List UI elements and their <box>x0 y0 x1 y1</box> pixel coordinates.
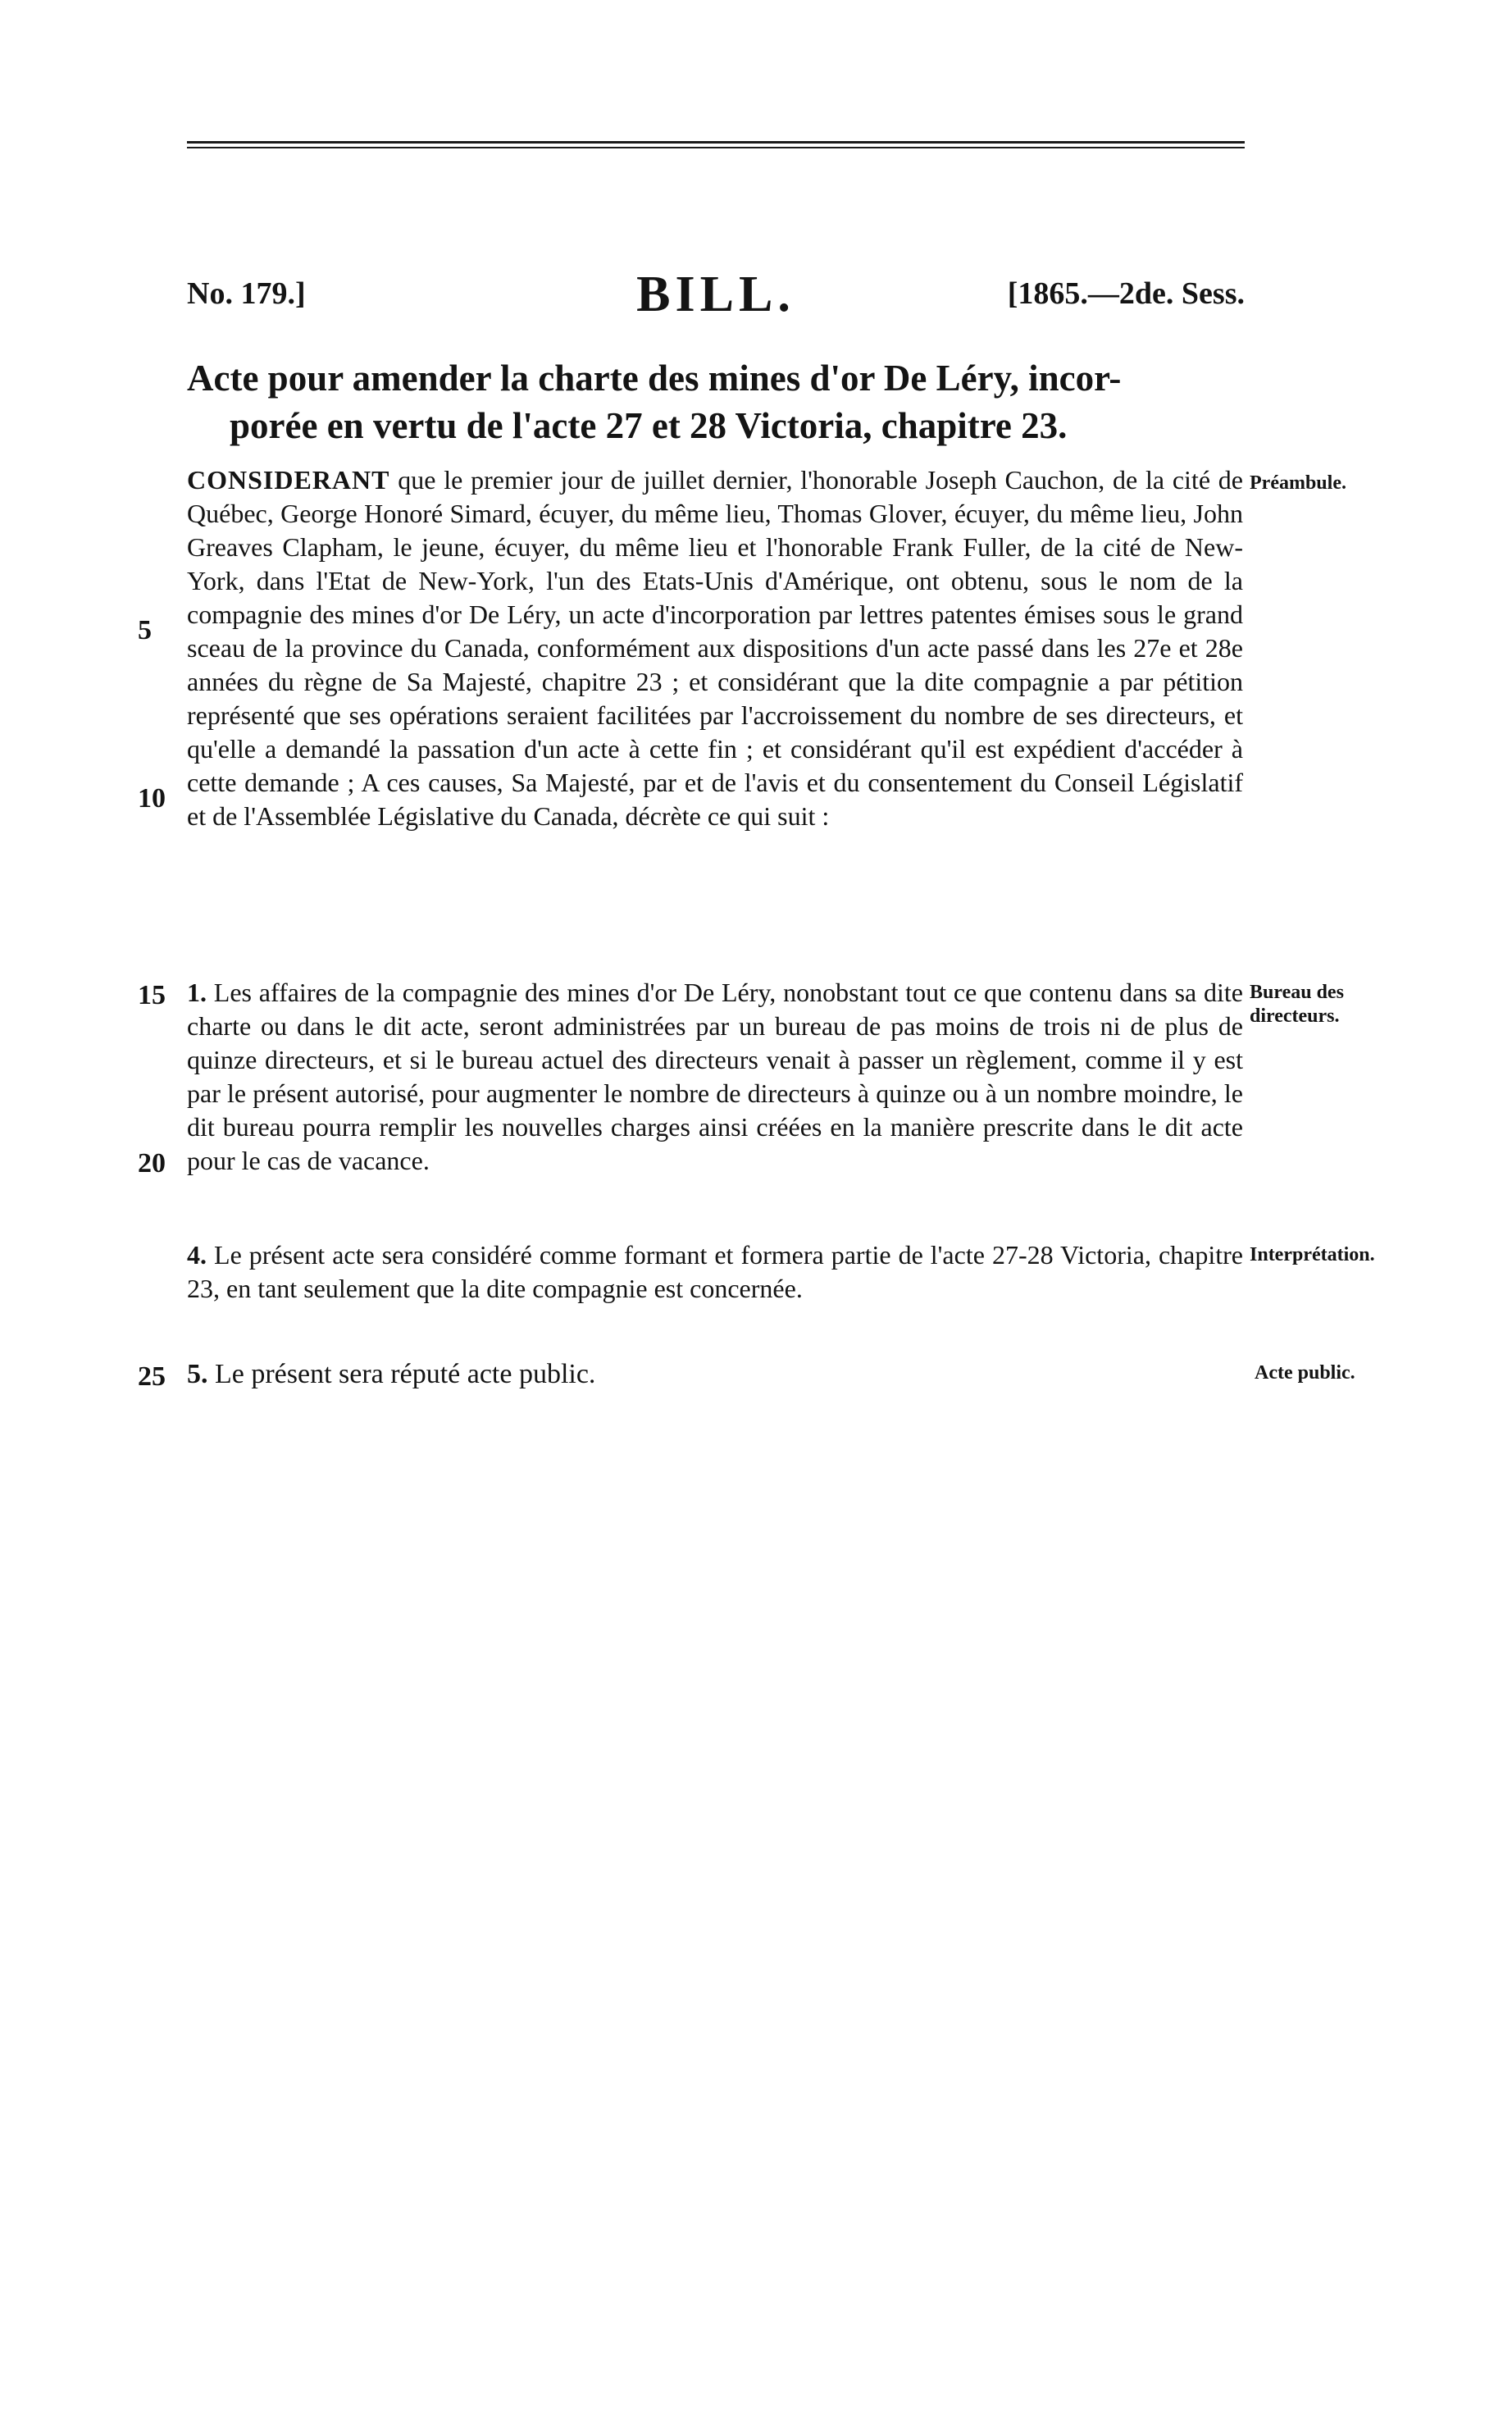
title-line-1: Acte pour amender la charte des mines d'or De Léry, incor- <box>187 358 1122 399</box>
section-4-text: Le présent acte sera considéré comme formant et formera partie de l'acte 27-28 Victoria, chapitre 23, en tant seulement que la dite compagnie est concernée. <box>187 1240 1244 1303</box>
margin-note-interpretation: Interprétation. <box>1250 1244 1375 1265</box>
line-number-25: 25 <box>138 1361 166 1392</box>
top-rule-thin <box>187 147 1245 148</box>
section-5-number: 5. <box>187 1359 208 1389</box>
line-number-20: 20 <box>138 1148 166 1179</box>
section-1-text: Les affaires de la compagnie des mines d'or De Léry, nonobstant tout ce que contenu dans sa dite charte ou dans le dit acte, seront administrées par un bureau de pas moins de trois ni de plus de quinze directeurs, et si le bureau actuel des directeurs venait à passer un règlement, comme il y est par le présent autorisé, pour augmenter le nombre de directeurs à quinze ou à un nombre moindre, le dit bureau pourra remplir les nouvelles charges ainsi créées en la manière prescrite dans le dit acte pour le cas de vacance. <box>187 978 1244 1175</box>
section-5-text: Le présent sera réputé acte public. <box>215 1359 596 1389</box>
preamble-paragraph <box>187 463 1243 833</box>
session-label: [1865.—2de. Sess. <box>1007 276 1245 311</box>
top-rule <box>187 141 1245 144</box>
preamble-lead: CONSIDERANT <box>187 465 390 495</box>
bill-label: BILL. <box>636 267 795 322</box>
margin-note-public-act: Acte public. <box>1255 1362 1355 1384</box>
margin-note-board: Bureau des directeurs. <box>1250 982 1344 1027</box>
section-1-number: 1. <box>187 978 207 1007</box>
bill-title <box>187 354 1253 449</box>
margin-note-preamble: Préambule. <box>1250 472 1346 494</box>
bill-header <box>187 267 1245 328</box>
bill-number: No. 179.] <box>187 276 306 311</box>
line-number-15: 15 <box>138 980 166 1010</box>
preamble-text: que le premier jour de juillet dernier, l'honorable Joseph Cauchon, de la cité de Québec, George Honoré Simard, écuyer, du même lieu, Thomas Glover, écuyer, du même lieu, John Greaves Clapham, le jeune, écuyer, du même lieu et l'honorable Frank Fuller, de la cité de New-York, dans l'Etat de New-York, l'un des Etats-Unis d'Amérique, ont obtenu, sous le nom de la compagnie des mines d'or De Léry, un acte d'incorporation par lettres patentes émises sous le grand sceau de la province du Canada, conformément aux dispositions d'un acte passé dans les 27e et 28e années du règne de Sa Majesté, chapitre 23 ; et considérant que la dite compagnie a par pétition représenté que ses opérations seraient facilitées par l'accroissement du nombre de ses directeurs, et qu'elle a demandé la passation d'un acte à cette fin ; et considérant qu'il est expédient d'accéder à cette demande ; A ces causes, Sa Majesté, par et de l'avis et du consentement du Conseil Législatif et de l'Assemblée Législative du Canada, décrète ce qui suit : <box>187 465 1244 831</box>
section-4 <box>187 1238 1243 1306</box>
section-5 <box>187 1357 1243 1391</box>
section-1 <box>187 976 1243 1178</box>
line-number-5: 5 <box>138 615 152 645</box>
section-4-number: 4. <box>187 1240 207 1270</box>
title-line-2: porée en vertu de l'acte 27 et 28 Victoria, chapitre 23. <box>230 405 1068 446</box>
line-number-10: 10 <box>138 783 166 814</box>
